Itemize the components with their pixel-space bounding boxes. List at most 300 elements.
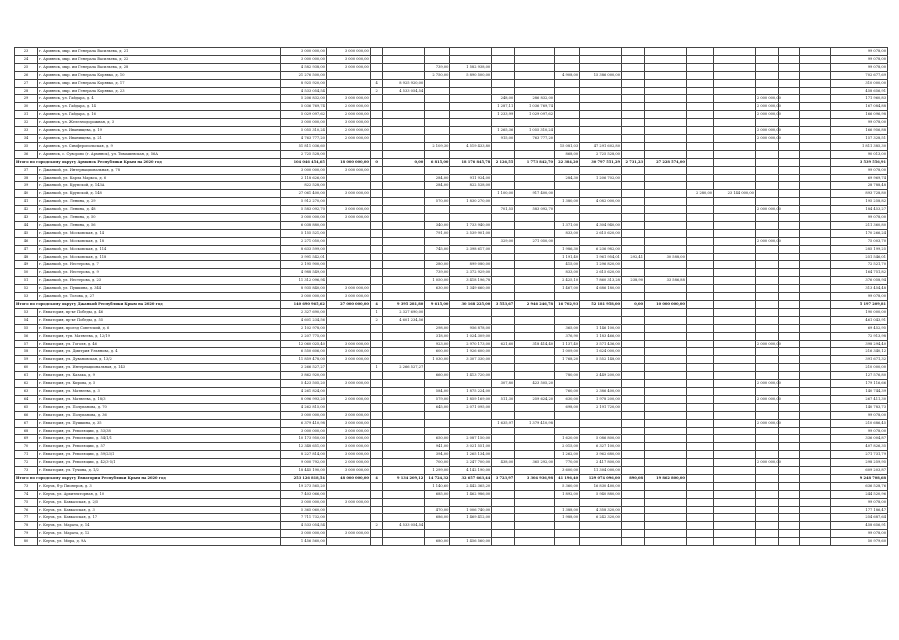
value-cell [370, 48, 383, 56]
value-cell [645, 221, 687, 229]
value-cell [714, 372, 756, 380]
value-cell [580, 316, 622, 324]
value-cell [425, 293, 450, 301]
value-cell [326, 182, 370, 190]
value-cell: 211 360,80 [831, 221, 888, 229]
value-cell [580, 538, 622, 546]
value-cell [645, 332, 687, 340]
value-cell [621, 206, 644, 214]
value-cell [799, 277, 830, 285]
value-cell [714, 158, 756, 166]
value-cell [515, 356, 555, 364]
value-cell: 1 055 310,24 [515, 127, 555, 135]
row-number: 64 [15, 395, 38, 403]
value-cell [515, 285, 555, 293]
value-cell [755, 538, 778, 546]
value-cell [555, 48, 580, 56]
value-cell [686, 214, 713, 222]
value-cell [621, 103, 644, 111]
value-cell [370, 395, 383, 403]
value-cell: 41 196,40 [555, 474, 580, 482]
value-cell [799, 87, 830, 95]
value-cell [755, 411, 778, 419]
value-cell [425, 87, 450, 95]
value-cell [686, 308, 713, 316]
value-cell: 698,00 [555, 403, 580, 411]
table-row [15, 150, 888, 158]
value-cell [621, 364, 644, 372]
value-cell: 2 970 173,00 [450, 340, 492, 348]
value-cell [326, 364, 370, 372]
table-row [15, 538, 888, 546]
value-cell: 284,30 [555, 174, 580, 182]
value-cell: 621,60 [492, 340, 515, 348]
value-cell [492, 522, 515, 530]
value-cell: 5 197 209,81 [831, 301, 888, 309]
value-cell: 4 [370, 474, 383, 482]
table-row [15, 95, 888, 103]
value-cell [425, 530, 450, 538]
row-number: 66 [15, 411, 38, 419]
value-cell [621, 459, 644, 467]
row-number: 42 [15, 206, 38, 214]
value-cell [580, 134, 622, 142]
row-number: 65 [15, 403, 38, 411]
value-cell [778, 229, 799, 237]
value-cell: 19 862 800,00 [645, 474, 687, 482]
value-cell [714, 134, 756, 142]
value-cell [645, 522, 687, 530]
value-cell: 4 763 777,20 [280, 134, 326, 142]
value-cell [580, 427, 622, 435]
value-cell [383, 538, 425, 546]
value-cell: 15 386 000,00 [580, 71, 622, 79]
value-cell: 5 029 097,62 [280, 111, 326, 119]
value-cell [686, 277, 713, 285]
value-cell: 739,00 [425, 269, 450, 277]
value-cell [686, 498, 713, 506]
value-cell: 2 [370, 522, 383, 530]
value-cell [580, 63, 622, 71]
value-cell [555, 411, 580, 419]
value-cell [425, 111, 450, 119]
value-cell [778, 269, 799, 277]
address-cell: г. Армянск, с. Суворово (г. Армянск), ул. Тимашевская, д. 56А [38, 150, 281, 158]
value-cell: 2 442 365,20 [450, 482, 492, 490]
value-cell: 2 207 775,00 [280, 332, 326, 340]
table-row [15, 79, 888, 87]
value-cell [714, 467, 756, 475]
value-cell [621, 490, 644, 498]
value-cell [383, 150, 425, 158]
value-cell [686, 237, 713, 245]
value-cell [370, 387, 383, 395]
value-cell [645, 411, 687, 419]
value-cell [686, 364, 713, 372]
value-cell: 4 358 320,00 [580, 506, 622, 514]
value-cell [555, 127, 580, 135]
value-cell [326, 237, 370, 245]
value-cell [645, 387, 687, 395]
value-cell [621, 48, 644, 56]
value-cell [492, 498, 515, 506]
value-cell: 99 078,00 [831, 214, 888, 222]
value-cell [645, 498, 687, 506]
value-cell [580, 190, 622, 198]
value-cell: 376,90 [555, 332, 580, 340]
value-cell [515, 150, 555, 158]
value-cell [778, 467, 799, 475]
value-cell: 336 004,87 [831, 435, 888, 443]
value-cell [326, 245, 370, 253]
value-cell [621, 522, 644, 530]
value-cell [580, 364, 622, 372]
value-cell: 47 291 602,80 [580, 142, 622, 150]
row-number: 51 [15, 277, 38, 285]
value-cell [686, 538, 713, 546]
document-sheet [14, 47, 888, 546]
row-number: 39 [15, 182, 38, 190]
value-cell: 1 030,00 [425, 356, 450, 364]
value-cell: 51 811 036,60 [280, 142, 326, 150]
value-cell [383, 498, 425, 506]
value-cell [370, 403, 383, 411]
value-cell [370, 221, 383, 229]
value-cell [714, 198, 756, 206]
value-cell: 5 086 800,00 [580, 435, 622, 443]
value-cell [515, 253, 555, 261]
value-cell: 27 000 000,00 [326, 301, 370, 309]
value-cell [492, 261, 515, 269]
value-cell [425, 95, 450, 103]
value-cell: 179 116,66 [831, 380, 888, 388]
value-cell [755, 435, 778, 443]
value-cell [799, 522, 830, 530]
value-cell: 3 021 551,00 [450, 443, 492, 451]
value-cell [799, 166, 830, 174]
value-cell [799, 348, 830, 356]
value-cell [778, 419, 799, 427]
value-cell [755, 403, 778, 411]
value-cell [686, 229, 713, 237]
value-cell [714, 427, 756, 435]
value-cell [515, 451, 555, 459]
value-cell: 650,00 [425, 435, 450, 443]
value-cell [621, 198, 644, 206]
value-cell [778, 182, 799, 190]
value-cell: 394,00 [425, 451, 450, 459]
value-cell [621, 387, 644, 395]
value-cell [515, 387, 555, 395]
value-cell [755, 490, 778, 498]
value-cell [621, 269, 644, 277]
value-cell [686, 427, 713, 435]
value-cell: 164 751,82 [831, 269, 888, 277]
value-cell [425, 48, 450, 56]
value-cell: 3 000 000,00 [326, 285, 370, 293]
value-cell [714, 490, 756, 498]
value-cell: 579,00 [425, 395, 450, 403]
value-cell [515, 372, 555, 380]
value-cell [383, 293, 425, 301]
value-cell [492, 182, 515, 190]
value-cell: 5 036 769,74 [280, 103, 326, 111]
value-cell [714, 348, 756, 356]
value-cell [621, 411, 644, 419]
value-cell: 1 859 169,00 [450, 395, 492, 403]
value-cell: 23 144 000,00 [714, 190, 756, 198]
value-cell [799, 229, 830, 237]
value-cell [326, 229, 370, 237]
value-cell [799, 253, 830, 261]
table-row [15, 522, 888, 530]
value-cell: 10 000 000,00 [645, 301, 687, 309]
value-cell [370, 150, 383, 158]
value-cell [383, 55, 425, 63]
value-cell: 415,00 [555, 261, 580, 269]
value-cell [799, 301, 830, 309]
value-cell [621, 87, 644, 95]
value-cell [714, 395, 756, 403]
row-number: 50 [15, 269, 38, 277]
value-cell [515, 482, 555, 490]
value-cell: 3 000 000,00 [326, 340, 370, 348]
value-cell: 307,80 [492, 380, 515, 388]
value-cell: 636 528,76 [831, 482, 888, 490]
value-cell [799, 221, 830, 229]
value-cell [555, 498, 580, 506]
value-cell [326, 387, 370, 395]
row-number: 43 [15, 214, 38, 222]
value-cell [778, 530, 799, 538]
value-cell [370, 229, 383, 237]
value-cell: 3 553,67 [492, 301, 515, 309]
value-cell: 4 908,00 [555, 71, 580, 79]
value-cell [755, 253, 778, 261]
value-cell: 27 061 400,00 [280, 190, 326, 198]
value-cell [645, 87, 687, 95]
address-cell: г. Евпатория, ул. Революции, д. 53/38 [38, 427, 281, 435]
value-cell [714, 482, 756, 490]
value-cell: 868,00 [555, 150, 580, 158]
value-cell [686, 261, 713, 269]
value-cell [799, 498, 830, 506]
value-cell [686, 301, 713, 309]
value-cell [515, 427, 555, 435]
value-cell [450, 364, 492, 372]
row-number: 60 [15, 364, 38, 372]
value-cell [645, 308, 687, 316]
value-cell: 2 126,55 [492, 158, 515, 166]
row-number: 48 [15, 253, 38, 261]
table-row [15, 403, 888, 411]
value-cell [370, 324, 383, 332]
value-cell [714, 332, 756, 340]
value-cell [580, 530, 622, 538]
value-cell [515, 166, 555, 174]
value-cell [686, 48, 713, 56]
value-cell: 583 092,70 [515, 206, 555, 214]
value-cell: 9 615,00 [425, 301, 450, 309]
value-cell [515, 411, 555, 419]
value-cell: 2 000 000,00 [755, 459, 778, 467]
value-cell [370, 285, 383, 293]
value-cell [492, 435, 515, 443]
table-row [15, 498, 888, 506]
value-cell [425, 166, 450, 174]
value-cell [383, 103, 425, 111]
value-cell [326, 253, 370, 261]
value-cell: 14 724,32 [425, 474, 450, 482]
address-cell: г. Евпатория, пр-кт Победы, д. 55 [38, 316, 281, 324]
value-cell [778, 443, 799, 451]
value-cell [645, 459, 687, 467]
value-cell: 7 711 732,00 [280, 514, 326, 522]
value-cell: 700,00 [425, 459, 450, 467]
table-row [15, 48, 888, 56]
value-cell [714, 237, 756, 245]
value-cell [778, 95, 799, 103]
address-cell: г. Керчь, б-р Пионеров, д. 3 [38, 482, 281, 490]
value-cell: 941,00 [425, 443, 450, 451]
value-cell [686, 482, 713, 490]
value-cell [645, 103, 687, 111]
table-row [15, 166, 888, 174]
value-cell: 99 078,00 [831, 498, 888, 506]
value-cell [778, 277, 799, 285]
value-cell [686, 206, 713, 214]
value-cell: 3 000 000,00 [326, 530, 370, 538]
value-cell [326, 324, 370, 332]
value-cell: 702 677,69 [831, 71, 888, 79]
value-cell [425, 364, 450, 372]
value-cell [778, 79, 799, 87]
value-cell [370, 190, 383, 198]
value-cell [686, 55, 713, 63]
value-cell [492, 253, 515, 261]
value-cell [778, 221, 799, 229]
value-cell: 3 000 000,00 [280, 293, 326, 301]
value-cell: 30 588,00 [645, 253, 687, 261]
value-cell [515, 364, 555, 372]
value-cell [370, 95, 383, 103]
value-cell [515, 514, 555, 522]
value-cell [515, 324, 555, 332]
address-cell: г. Евпатория, ул. Матвеева, д. 18/3 [38, 395, 281, 403]
value-cell: 5 360,00 [555, 482, 580, 490]
value-cell [755, 221, 778, 229]
address-cell: г. Евпатория, проезд Советский, д. 6 [38, 324, 281, 332]
value-cell [645, 506, 687, 514]
value-cell [799, 150, 830, 158]
value-cell [686, 245, 713, 253]
value-cell [645, 237, 687, 245]
value-cell: 3 304 936,98 [515, 474, 555, 482]
row-number: 41 [15, 198, 38, 206]
value-cell [778, 411, 799, 419]
value-cell [799, 55, 830, 63]
value-cell [755, 182, 778, 190]
table-row [15, 372, 888, 380]
value-cell: 2 247 700,00 [450, 459, 492, 467]
table-row [15, 261, 888, 269]
value-cell: 917 400,00 [515, 190, 555, 198]
value-cell: 3 307 330,00 [450, 356, 492, 364]
value-cell: 127 576,80 [831, 372, 888, 380]
value-cell [714, 514, 756, 522]
value-cell [645, 419, 687, 427]
value-cell [686, 435, 713, 443]
value-cell [492, 142, 515, 150]
value-cell: 584,00 [425, 387, 450, 395]
value-cell: 5 055 310,24 [280, 127, 326, 135]
value-cell: 4 988 549,00 [280, 269, 326, 277]
value-cell [450, 55, 492, 63]
value-cell [778, 308, 799, 316]
value-cell [370, 514, 383, 522]
value-cell [450, 522, 492, 530]
value-cell [515, 119, 555, 127]
value-cell [799, 538, 830, 546]
value-cell [799, 293, 830, 301]
value-cell [778, 142, 799, 150]
value-cell: 1 467,00 [555, 285, 580, 293]
value-cell [645, 340, 687, 348]
value-cell [755, 467, 778, 475]
value-cell: 3 000 000,00 [326, 348, 370, 356]
value-cell [645, 127, 687, 135]
value-cell [778, 166, 799, 174]
value-cell [755, 269, 778, 277]
value-cell [645, 214, 687, 222]
value-cell [755, 308, 778, 316]
row-number: 72 [15, 459, 38, 467]
value-cell [799, 395, 830, 403]
table-row [15, 269, 888, 277]
table-row [15, 119, 888, 127]
value-cell [555, 427, 580, 435]
value-cell [714, 150, 756, 158]
value-cell [714, 48, 756, 56]
value-cell [686, 182, 713, 190]
value-cell [755, 261, 778, 269]
value-cell [645, 443, 687, 451]
table-row [15, 229, 888, 237]
value-cell [686, 332, 713, 340]
value-cell: 511,30 [492, 395, 515, 403]
value-cell [778, 522, 799, 530]
value-cell [686, 403, 713, 411]
value-cell: 470,00 [425, 506, 450, 514]
table-row [15, 103, 888, 111]
address-cell: г. Евпатория, ул. Кирова, д. 5 [38, 380, 281, 388]
value-cell: 216 340,12 [831, 348, 888, 356]
value-cell [755, 229, 778, 237]
value-cell [799, 451, 830, 459]
value-cell [580, 419, 622, 427]
value-cell: 8 633 599,00 [280, 245, 326, 253]
value-cell [686, 95, 713, 103]
row-number: 80 [15, 538, 38, 546]
value-cell [450, 79, 492, 87]
table-row [15, 467, 888, 475]
address-cell: г. Керчь, ул. Архитекторная, д. 10 [38, 490, 281, 498]
value-cell: 2 191 720,00 [580, 403, 622, 411]
value-cell: 6 815,00 [425, 158, 450, 166]
row-number: 58 [15, 348, 38, 356]
value-cell [370, 443, 383, 451]
value-cell: 833,00 [555, 229, 580, 237]
